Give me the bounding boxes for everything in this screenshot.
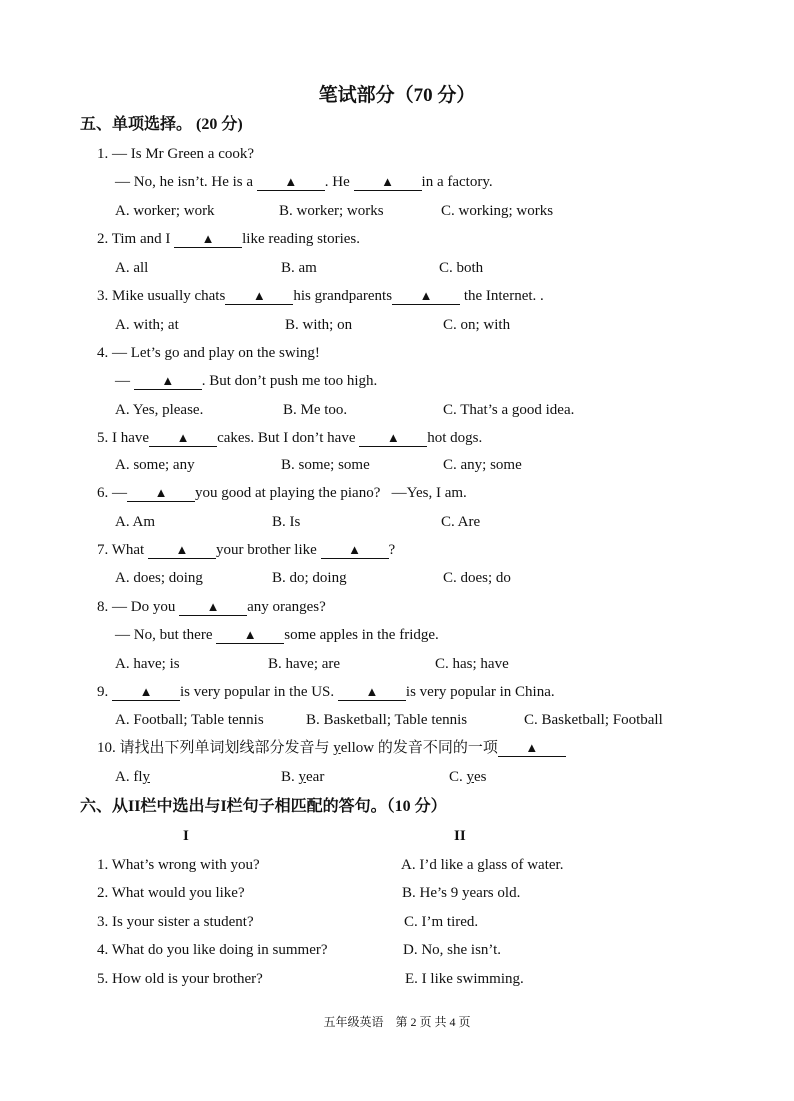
q7-text-1: 7. What [97,542,148,558]
answer-blank: ▲ [179,599,247,616]
match-answer-a: A. I’d like a glass of water. [401,857,564,873]
q2-text-1: 2. Tim and I [97,231,175,247]
answer-blank: ▲ [354,174,422,191]
section-6-heading: 六、从II栏中选出与I栏句子相匹配的答句。（10 分） [80,798,447,815]
match-question-4: 4. What do you like doing in summer? [97,942,328,958]
q4-option-b: B. Me too. [283,402,348,418]
answer-blank: ▲ [359,430,427,447]
q10-option-c [449,767,487,787]
q4-text-2: . But don’t push me too high. [201,373,378,389]
q10-option-b-text: B. [281,769,299,785]
q2-option-a: A. all [115,260,149,276]
question-7 [97,540,395,560]
answer-blank: ▲ [321,542,389,559]
question-3 [97,286,544,306]
q1-option-b: B. worker; works [279,203,384,219]
q8-text-3: — No, but there [115,627,217,643]
question-1-line-1: 1. — Is Mr Green a cook? [97,146,255,162]
q10-underlined-letter: y [333,740,341,756]
q8-text-1: 8. — Do you [97,599,180,615]
q5-text-1: 5. I have [97,430,150,446]
q1-option-c: C. working; works [441,203,554,219]
q7-option-c: C. does; do [443,570,511,586]
answer-blank: ▲ [338,684,406,701]
q8-text-2: any oranges? [247,599,326,615]
question-2 [97,229,360,249]
q3-option-b: B. with; on [285,317,353,333]
q10-option-c-rest: es [474,769,487,785]
page-title: 笔试部分（70 分） [318,85,476,106]
q2-option-b: B. am [281,260,317,276]
q6-text-2: you good at playing the piano? [195,485,381,501]
match-answer-e: E. I like swimming. [405,971,524,987]
q1-option-a: A. worker; work [115,203,215,219]
match-question-3: 3. Is your sister a student? [97,914,254,930]
answer-blank: ▲ [392,288,460,305]
q7-text-3: ? [388,542,396,558]
q10-option-a-text: A. fl [115,769,143,785]
question-9 [97,682,555,702]
question-10 [97,738,566,758]
q9-option-b: B. Basketball; Table tennis [306,712,468,728]
page-footer: 五年级英语 第 2 页 共 4 页 [323,1015,471,1029]
q3-text-2: his grandparents [293,288,393,304]
match-answer-c: C. I’m tired. [404,914,479,930]
q8-text-4: some apples in the fridge. [284,627,439,643]
q8-option-a: A. have; is [115,656,180,672]
match-question-2: 2. What would you like? [97,885,245,901]
q1-text-1: — No, he isn’t. He is a [115,174,257,190]
column-i-heading: I [183,828,189,844]
q3-text-3: the Internet. . [460,288,544,304]
q10-text-2: ellow 的发音不同的一项 [340,740,498,756]
answer-blank: ▲ [149,430,217,447]
q10-option-a-underlined: y [142,769,150,785]
q10-option-b-underlined: y [298,769,307,785]
q1-text-3: in a factory. [421,174,493,190]
answer-blank: ▲ [134,373,202,390]
q8-option-b: B. have; are [268,656,341,672]
q6-option-a: A. Am [115,514,156,530]
q6-text-1: 6. — [97,485,127,501]
q5-option-c: C. any; some [443,457,522,473]
answer-blank: ▲ [127,485,195,502]
section-5-heading: 五、单项选择。 (20 分) [80,116,243,133]
q5-text-2: cakes. But I don’t have [217,430,360,446]
answer-blank: ▲ [498,740,566,757]
q5-option-a: A. some; any [115,457,195,473]
q5-option-b: B. some; some [281,457,370,473]
q6-option-c: C. Are [441,514,481,530]
answer-blank: ▲ [174,231,242,248]
question-6 [97,483,467,503]
question-4-line-2 [115,371,377,391]
answer-blank: ▲ [148,542,216,559]
q2-option-c: C. both [439,260,484,276]
q10-text-1: 10. 请找出下列单词划线部分发音与 [97,740,334,756]
q3-option-c: C. on; with [443,317,511,333]
q5-text-3: hot dogs. [427,430,483,446]
q4-option-a: A. Yes, please. [115,402,204,418]
q9-option-a: A. Football; Table tennis [115,712,264,728]
match-answer-b: B. He’s 9 years old. [402,885,521,901]
q9-option-c: C. Basketball; Football [524,712,663,728]
q3-text-1: 3. Mike usually chats [97,288,226,304]
q10-option-b [281,767,324,787]
q8-option-c: C. has; have [435,656,509,672]
q3-option-a: A. with; at [115,317,179,333]
column-ii-heading: II [454,828,466,844]
q7-text-2: your brother like [215,542,321,558]
match-answer-d: D. No, she isn’t. [403,942,502,958]
match-question-5: 5. How old is your brother? [97,971,263,987]
match-question-1: 1. What’s wrong with you? [97,857,260,873]
q9-text-1: 9. [97,684,112,700]
q10-option-c-underlined: y [466,769,475,785]
question-8-line-2 [115,625,439,645]
q6-text-3: —Yes, I am. [391,485,467,501]
q10-option-c-text: C. [449,769,467,785]
q7-option-b: B. do; doing [272,570,347,586]
q4-option-c: C. That’s a good idea. [443,402,575,418]
answer-blank: ▲ [257,174,325,191]
question-4-line-1: 4. — Let’s go and play on the swing! [97,345,320,361]
question-8-line-1 [97,597,326,617]
question-1-line-2 [115,172,493,192]
answer-blank: ▲ [112,684,180,701]
answer-blank: ▲ [225,288,293,305]
q1-text-2: . He [324,174,354,190]
answer-blank: ▲ [216,627,284,644]
q9-text-3: is very popular in China. [405,684,555,700]
question-5 [97,428,482,448]
q10-option-a [115,767,150,787]
q4-text-1: — [115,373,134,389]
q10-option-b-rest: ear [306,769,325,785]
q7-option-a: A. does; doing [115,570,203,586]
q6-option-b: B. Is [272,514,301,530]
q2-text-2: like reading stories. [242,231,360,247]
q9-text-2: is very popular in the US. [180,684,338,700]
